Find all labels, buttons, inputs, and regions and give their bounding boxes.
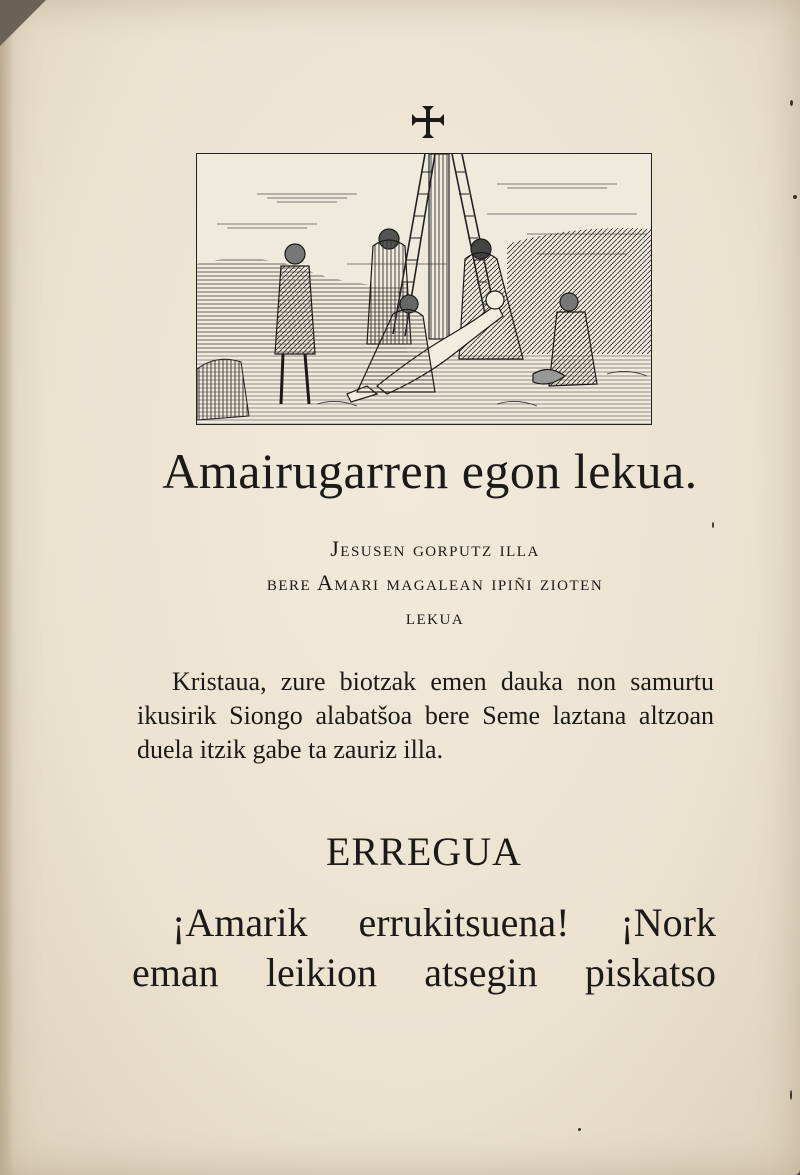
subtitle-line: bere Amari magalean ipiñi zioten	[266, 570, 604, 595]
prayer-text: ¡Amarik errukitsuena! ¡Nork eman leikion atsegin piskatso	[132, 900, 716, 995]
page-edge-shadow	[0, 0, 14, 1175]
paper-speck	[790, 1090, 792, 1100]
deposition-engraving	[196, 153, 652, 425]
paper-speck	[712, 522, 714, 528]
prayer-heading: ERREGUA	[326, 829, 522, 874]
subtitle-line: lekua	[405, 604, 465, 629]
subtitle-line: Jesusen gorputz illa	[330, 536, 540, 561]
meditation-paragraph: Kristaua, zure biotzak emen dauka non samurtu ikusirik Siongo alabatšoa bere Seme laztana altzoan duela itzik gabe ta zauriz illa.	[137, 667, 714, 764]
paper-speck	[790, 100, 793, 106]
station-subtitle	[130, 532, 740, 634]
paper-speck	[793, 195, 797, 199]
torn-corner	[0, 0, 46, 46]
paper-speck	[578, 1128, 581, 1131]
station-title: Amairugarren egon lekua.	[162, 443, 698, 499]
maltese-cross-icon	[410, 104, 446, 140]
